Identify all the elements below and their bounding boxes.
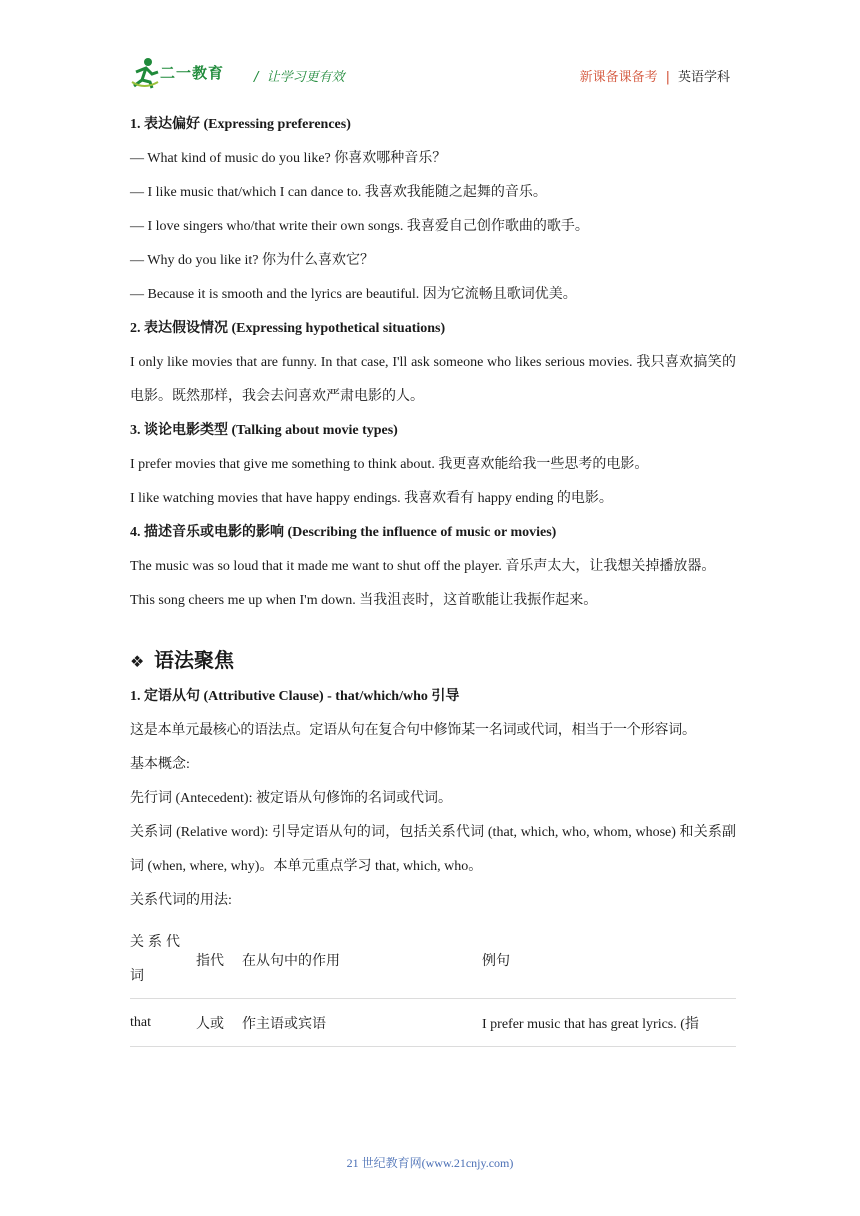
page-header [130, 56, 730, 92]
section-title-preferences: 1. 表达偏好 (Expressing preferences) [130, 117, 351, 132]
header-separator: | [665, 70, 670, 85]
dialogue-line: — Why do you like it? 你为什么喜欢它？ [130, 253, 374, 268]
table-cell: I prefer music that has great lyrics. (指 [482, 999, 736, 1047]
slogan-separator: / [254, 70, 259, 85]
grammar-heading [130, 640, 736, 680]
section-title-movie-types: 3. 谈论电影类型 (Talking about movie types) [130, 423, 398, 438]
table-cell: 人或 [196, 999, 242, 1047]
slogan [254, 66, 345, 85]
header-course-label: 新课备课备考 [579, 70, 658, 85]
table-header-cell: 在从句中的作用 [242, 922, 482, 999]
dialogue-line: — What kind of music do you like? 你喜欢哪种音乐？ [130, 151, 447, 166]
example-line: I prefer movies that give me something to think about. 我更喜欢能给我一些思考的电影。 [130, 457, 649, 472]
section-title-influence: 4. 描述音乐或电影的影响 (Describing the influence of music or movies) [130, 525, 557, 540]
table-row [130, 999, 736, 1047]
slogan-text: 让学习更有效 [266, 70, 345, 85]
dialogue-line: — I like music that/which I can dance to. 我喜欢我能随之起舞的音乐。 [130, 185, 547, 200]
paragraph: 关系代词的用法: [130, 893, 232, 908]
logo-text: 二一教育 [160, 64, 225, 82]
grammar-subtitle: 1. 定语从句 (Attributive Clause) - that/which/who 引导 [130, 689, 460, 704]
example-line: This song cheers me up when I'm down. 当我沮丧时，这首歌能让我振作起来。 [130, 593, 598, 608]
paragraph: 先行词 (Antecedent): 被定语从句修饰的名词或代词。 [130, 791, 452, 806]
table-cell: 作主语或宾语 [242, 999, 482, 1047]
paragraph: The music was so loud that it made me want to shut off the player. 音乐声太大，让我想关掉播放器。 [130, 559, 716, 574]
table-header-cell: 关系代词 [130, 922, 196, 999]
logo [130, 56, 250, 90]
page-footer: 21 世纪教育网(www.21cnjy.com) [346, 1156, 514, 1170]
dialogue-line: — I love singers who/that write their own songs. 我喜爱自己创作歌曲的歌手。 [130, 219, 589, 234]
document-body [130, 108, 736, 1047]
diamond-bullet-icon: ❖ [130, 652, 145, 671]
header-subject-label: 英语学科 [677, 70, 730, 85]
example-line: I like watching movies that have happy endings. 我喜欢看有 happy ending 的电影。 [130, 491, 613, 506]
paragraph: 基本概念: [130, 757, 190, 772]
table-cell: that [130, 999, 196, 1047]
grammar-heading-text: 语法聚焦 [154, 648, 234, 672]
table-header-cell: 例句 [482, 922, 736, 999]
relative-pronoun-table [130, 922, 736, 1047]
paragraph: 这是本单元最核心的语法点。定语从句在复合句中修饰某一名词或代词，相当于一个形容词。 [130, 723, 696, 738]
table-header-row [130, 922, 736, 999]
runner-logo-icon [130, 56, 160, 90]
header-subject [580, 66, 730, 85]
paragraph: I only like movies that are funny. In that case, I'll ask someone who likes serious movies. 我只喜欢搞笑的电影。既然那样，我会去问喜欢严肃电影的人。 [130, 355, 736, 404]
dialogue-line: — Because it is smooth and the lyrics are beautiful. 因为它流畅且歌词优美。 [130, 287, 577, 302]
paragraph: 关系词 (Relative word): 引导定语从句的词，包括关系代词 (that, which, who, whom, whose) 和关系副词 (when, where, why)。本单元重点学习 that, which, who。 [130, 825, 736, 874]
section-title-hypothetical: 2. 表达假设情况 (Expressing hypothetical situations) [130, 321, 446, 336]
table-header-cell: 指代 [196, 922, 242, 999]
